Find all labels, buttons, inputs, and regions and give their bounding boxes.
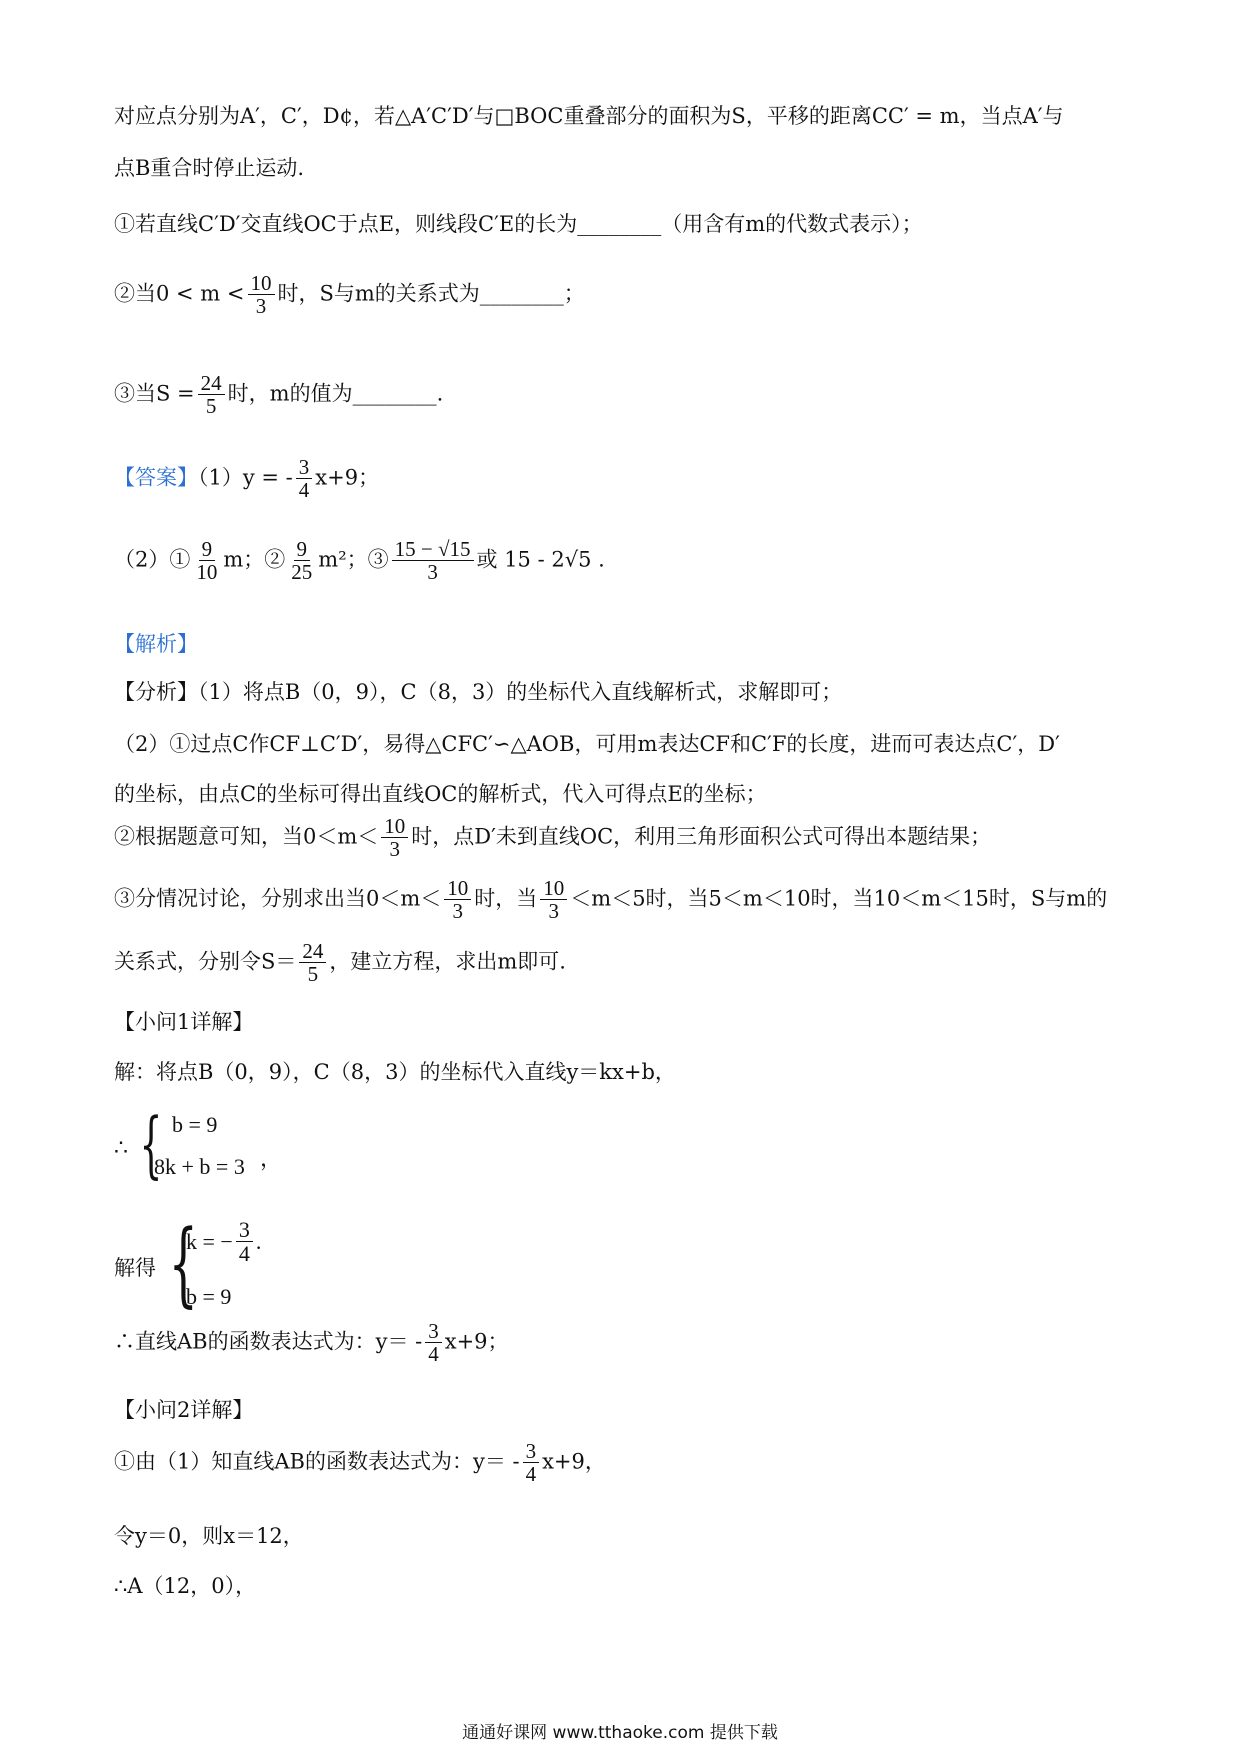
q3-suffix: 时，m的值为________. xyxy=(227,381,444,406)
q3-prefix: ③当S = xyxy=(114,381,195,406)
fraction-15-sqrt15-3: $\frac{15 - √15}{3}$ xyxy=(392,538,474,584)
analysis-5-mid: 时，当 xyxy=(474,886,538,911)
analysis-4-prefix: ②根据题意可知，当0＜m＜ xyxy=(114,824,379,849)
text-line-2: 点B重合时停止运动. xyxy=(114,156,305,180)
fraction-10-3: $\frac{10}{3}$ xyxy=(248,272,275,318)
analysis-4-suffix: 时，点D′未到直线OC，利用三角形面积公式可得出本题结果； xyxy=(411,824,992,849)
left-brace: { xyxy=(139,1102,163,1186)
q2-suffix: 时，S与m的关系式为________； xyxy=(277,281,585,306)
fraction-3-4: $\frac{3}{4}$ xyxy=(425,1320,442,1366)
jiexi-tag: 【解析】 xyxy=(114,632,198,656)
answer-2 xyxy=(114,538,605,584)
fraction-10-3: $\frac{10}{3}$ xyxy=(444,877,471,923)
ab2-suffix: x+9， xyxy=(542,1449,606,1474)
system-1-row-2: 8k + b = 3 xyxy=(154,1154,245,1179)
system-1-comma: ， xyxy=(260,1147,283,1172)
analysis-6-suffix: ，建立方程，求出m即可. xyxy=(329,949,566,974)
question-1: ①若直线C′D′交直线OC于点E，则线段C′E的长为________（用含有m的代数式表示）； xyxy=(114,212,923,236)
answer-2-alt: 或 15 - 2√5 . xyxy=(476,547,605,572)
analysis-2: （2）①过点C作CF⊥C′D′，易得△CFC′∽△AOB，可用m表达CF和C′F的长度，进而可表达点C′，D′ xyxy=(114,732,1060,756)
system-2-period: . xyxy=(255,1229,262,1255)
system-2-row-1 xyxy=(186,1218,261,1266)
jiede-label: 解得 xyxy=(114,1256,156,1280)
let-y-zero: 令y＝0，则x＝12， xyxy=(114,1524,304,1548)
system-2-row-2: b = 9 xyxy=(186,1284,232,1309)
ab2-prefix: ①由（1）知直线AB的函数表达式为：y＝ - xyxy=(114,1449,520,1474)
left-brace: { xyxy=(168,1210,198,1317)
question-3 xyxy=(114,372,443,418)
answer-2-m: m；② xyxy=(223,547,286,572)
analysis-5-suffix: ＜m＜5时，当5＜m＜10时，当10＜m＜15时，S与m的 xyxy=(570,886,1108,911)
system-2-k: k = − xyxy=(186,1229,233,1255)
line-ab-expression-2 xyxy=(114,1440,606,1486)
answer-tag: 【答案】 xyxy=(114,465,198,490)
answer-1 xyxy=(114,456,379,502)
analysis-3: 的坐标，由点C的坐标可得出直线OC的解析式，代入可得点E的坐标； xyxy=(114,782,767,806)
therefore-symbol: ∴ xyxy=(114,1136,128,1161)
analysis-1: 【分析】（1）将点B（0，9），C（8，3）的坐标代入直线解析式，求解即可； xyxy=(114,680,843,704)
equation-system-1 xyxy=(114,1102,414,1198)
fraction-3-4: $\frac{3}{4}$ xyxy=(296,456,313,502)
sub-question-1-heading: 【小问1详解】 xyxy=(114,1010,254,1034)
analysis-4 xyxy=(114,815,991,861)
fraction-9-25: $\frac{9}{25}$ xyxy=(291,537,313,585)
fraction-10-3: $\frac{10}{3}$ xyxy=(381,815,408,861)
analysis-5 xyxy=(114,877,1107,923)
answer-1-prefix: （1）y = - xyxy=(198,465,293,490)
answer-2-m2: m²；③ xyxy=(318,547,389,572)
sub-question-2-heading: 【小问2详解】 xyxy=(114,1398,254,1422)
ab1-suffix: x+9； xyxy=(444,1329,509,1354)
fraction-10-3: $\frac{10}{3}$ xyxy=(540,877,567,923)
point-a: ∴A（12，0）， xyxy=(114,1574,257,1598)
fraction-9-10: $\frac{9}{10}$ xyxy=(196,537,218,585)
equation-system-2 xyxy=(114,1212,434,1320)
footer-credit: 通通好课网 www.tthaoke.com 提供下载 xyxy=(462,1723,778,1743)
line-ab-expression-1 xyxy=(114,1320,509,1366)
question-2 xyxy=(114,272,585,318)
analysis-6 xyxy=(114,940,566,986)
analysis-5-prefix: ③分情况讨论，分别求出当0＜m＜ xyxy=(114,886,442,911)
fraction-24-5: $\frac{24}{5}$ xyxy=(299,940,326,986)
system-1-row-1: b = 9 xyxy=(172,1112,218,1137)
ab1-prefix: ∴直线AB的函数表达式为：y＝ - xyxy=(114,1329,423,1354)
analysis-6-prefix: 关系式，分别令S＝ xyxy=(114,949,297,974)
fraction-3-4: $\frac{3}{4}$ xyxy=(236,1218,253,1266)
solution-1-intro: 解：将点B（0，9），C（8，3）的坐标代入直线y＝kx+b， xyxy=(114,1060,676,1084)
q2-prefix: ②当0 < m < xyxy=(114,281,245,306)
fraction-24-5: $\frac{24}{5}$ xyxy=(198,372,225,418)
answer-1-suffix: x+9； xyxy=(315,465,380,490)
fraction-3-4: $\frac{3}{4}$ xyxy=(523,1440,540,1486)
answer-2-prefix: （2）① xyxy=(114,547,191,572)
text-line-1: 对应点分别为A′，C′，D¢，若△A′C′D′与□BOC重叠部分的面积为S，平移的距离CC′ = m，当点A′与 xyxy=(114,104,1064,128)
